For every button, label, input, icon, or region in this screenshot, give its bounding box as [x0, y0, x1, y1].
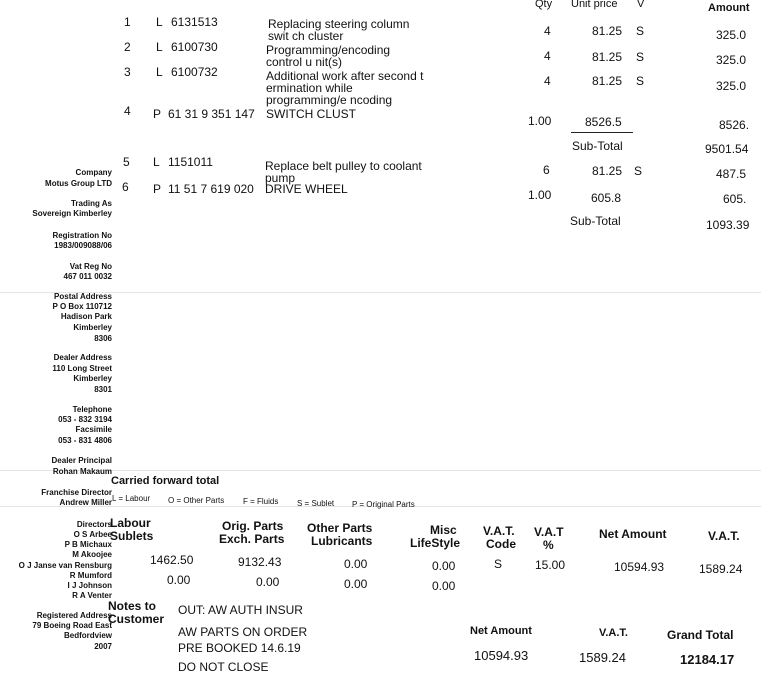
franchise-director-label: Franchise Director [41, 488, 112, 497]
line-amount: 8526. [719, 118, 750, 132]
subtotal-rule [571, 132, 633, 133]
line-code: 1151011 [168, 155, 213, 169]
line-type: P [153, 107, 162, 121]
note-line: DO NOT CLOSE [178, 660, 269, 674]
summary-net-amount-value: 10594.93 [614, 560, 665, 574]
director-name: O S Arbee [73, 530, 112, 539]
vat-reg-number: 467 011 0032 [63, 272, 112, 281]
line-type: L [156, 65, 163, 79]
registered-address-label: Registered Address [36, 611, 112, 620]
legend-original-parts: P = Original Parts [352, 500, 415, 509]
vat-reg-label: Vat Reg No [69, 262, 112, 271]
summary-vat-code-value: S [494, 557, 503, 571]
trading-label: Trading As [70, 199, 112, 208]
line-vat-flag: S [636, 74, 645, 88]
line-unit-price: 81.25 [592, 74, 623, 88]
registered-address-line: 79 Boeing Road East [32, 621, 112, 630]
telephone-label: Telephone [72, 405, 112, 414]
summary-labour-value: 1462.50 [150, 553, 194, 567]
summary-header-lubricants: Lubricants [311, 534, 373, 548]
line-unit-price: 81.25 [592, 24, 623, 38]
line-code: 61 31 9 351 147 [168, 107, 255, 121]
line-number: 4 [124, 104, 131, 118]
carried-forward-label: Carried forward total [111, 475, 220, 487]
line-type: P [153, 182, 162, 196]
vat-total: 1589.24 [579, 650, 626, 665]
line-code: 11 51 7 619 020 [168, 182, 254, 196]
facsimile-number: 053 - 831 4806 [58, 436, 112, 445]
amount-header: Amount [708, 2, 750, 14]
line-vat-flag: S [634, 164, 643, 178]
summary-header-vat-code: V.A.T. [483, 524, 515, 538]
customer-label: Customer [108, 612, 165, 626]
summary-vat-value: 1589.24 [699, 562, 743, 576]
subtotal-value: 9501.54 [705, 142, 749, 156]
franchise-director-name: Andrew Miller [59, 498, 112, 507]
facsimile-label: Facsimile [75, 425, 112, 434]
net-amount-label: Net Amount [470, 625, 532, 637]
summary-header-vat: V.A.T. [708, 529, 740, 543]
legend-labour: L = Labour [112, 494, 151, 503]
summary-vat-pct-value: 15.00 [535, 558, 566, 572]
line-type: L [153, 155, 160, 169]
postal-address-line: Kimberley [73, 323, 112, 332]
summary-header-other-parts: Other Parts [307, 521, 373, 535]
line-description: SWITCH CLUST [266, 107, 356, 121]
legend-sublet: S = Sublet [297, 499, 335, 508]
director-name: O J Janse van Rensburg [18, 561, 112, 570]
unit-price-header: Unit price [571, 0, 618, 10]
line-number: 5 [123, 155, 130, 169]
qty-header: Qty [535, 0, 553, 10]
line-qty: 6 [543, 163, 550, 177]
summary-header-orig-parts: Orig. Parts [222, 519, 284, 533]
summary-header-net-amount: Net Amount [599, 527, 667, 541]
line-amount: 605. [723, 192, 747, 206]
v-header: V [637, 0, 645, 10]
line-code: 6100730 [171, 40, 218, 54]
line-vat-flag: S [636, 24, 645, 38]
summary-header-exch-parts: Exch. Parts [219, 532, 285, 546]
legend-other-parts: O = Other Parts [168, 496, 225, 505]
director-name: M Akoojee [72, 550, 112, 559]
line-unit-price: 81.25 [592, 164, 623, 178]
line-unit-price: 81.25 [592, 50, 623, 64]
line-qty: 4 [544, 24, 551, 38]
director-name: I J Johnson [67, 581, 112, 590]
dealer-address-label: Dealer Address [53, 353, 112, 362]
line-qty: 4 [544, 49, 551, 63]
line-amount: 325.0 [716, 28, 747, 42]
net-amount-total: 10594.93 [474, 648, 529, 663]
telephone-number: 053 - 832 3194 [58, 415, 112, 424]
scan-artifact [0, 292, 761, 293]
line-code: 6131513 [171, 15, 218, 29]
summary-misc-value: 0.00 [432, 579, 456, 593]
line-qty: 4 [544, 74, 551, 88]
line-description: Replace belt pulley to coolant pump [265, 159, 422, 185]
line-description: Replacing steering column swit ch cluster [268, 17, 410, 43]
line-number: 1 [124, 15, 131, 29]
summary-orig-parts-value: 0.00 [256, 575, 280, 589]
note-line: OUT: AW AUTH INSUR [178, 603, 303, 617]
line-amount: 325.0 [716, 53, 747, 67]
line-number: 6 [122, 180, 129, 194]
registered-address-line: 2007 [94, 642, 112, 651]
trading-name: Sovereign Kimberley [32, 209, 112, 218]
postal-address-label: Postal Address [54, 292, 112, 301]
note-line: AW PARTS ON ORDER [178, 625, 308, 639]
registration-label: Registration No [52, 231, 112, 240]
company-name: Motus Group LTD [45, 179, 112, 188]
summary-header-labour: Labour [110, 516, 151, 530]
line-description: Programming/encoding control u nit(s) [266, 43, 391, 69]
line-amount: 487.5 [716, 167, 747, 181]
summary-other-parts-value: 0.00 [344, 577, 368, 591]
summary-header-vat-pct: V.A.T [534, 525, 564, 539]
line-description: Additional work after second t ermination while programming/e ncoding [266, 69, 424, 107]
line-qty: 1.00 [528, 114, 552, 128]
director-name: P B Michaux [64, 540, 112, 549]
registration-number: 1983/009088/06 [54, 241, 112, 250]
dealer-address-line: Kimberley [73, 374, 112, 383]
line-type: L [156, 15, 163, 29]
line-code: 6100732 [171, 65, 218, 79]
grand-total-value: 12184.17 [680, 652, 735, 667]
summary-header-lifestyle: LifeStyle [410, 536, 461, 550]
summary-header-pct: % [543, 538, 554, 552]
summary-header-code: Code [486, 537, 516, 551]
line-qty: 1.00 [528, 188, 552, 202]
summary-misc-value: 0.00 [432, 559, 456, 573]
notes-label: Notes to [108, 599, 156, 613]
line-unit-price: 605.8 [591, 191, 622, 205]
line-description: DRIVE WHEEL [265, 182, 348, 196]
postal-address-line: P O Box 110712 [52, 302, 112, 311]
dealer-principal-label: Dealer Principal [51, 456, 112, 465]
line-unit-price: 8526.5 [585, 115, 622, 129]
dealer-address-line: 8301 [94, 385, 112, 394]
line-vat-flag: S [636, 50, 645, 64]
summary-labour-value: 0.00 [167, 573, 191, 587]
dealer-address-line: 110 Long Street [52, 364, 112, 373]
summary-header-sublets: Sublets [110, 529, 154, 543]
summary-header-misc: Misc [430, 523, 457, 537]
line-number: 3 [124, 65, 131, 79]
vat-total-label: V.A.T. [599, 627, 628, 639]
line-number: 2 [124, 40, 131, 54]
postal-address-line: 8306 [94, 334, 112, 343]
company-label: Company [75, 168, 112, 177]
directors-label: Directors [76, 520, 112, 529]
line-type: L [156, 40, 163, 54]
postal-address-line: Hadison Park [60, 312, 112, 321]
director-name: R Mumford [69, 571, 112, 580]
registered-address-line: Bedfordview [63, 631, 112, 640]
subtotal-label: Sub-Total [572, 139, 623, 153]
scan-artifact [0, 470, 761, 471]
legend-fluids: F = Fluids [243, 497, 279, 506]
subtotal-value: 1093.39 [706, 218, 750, 232]
line-amount: 325.0 [716, 79, 747, 93]
grand-total-label: Grand Total [667, 628, 734, 642]
director-name: R A Venter [72, 591, 112, 600]
dealer-principal-name: Rohan Makaum [52, 467, 112, 476]
summary-orig-parts-value: 9132.43 [238, 555, 282, 569]
summary-other-parts-value: 0.00 [344, 557, 368, 571]
note-line: PRE BOOKED 14.6.19 [178, 641, 301, 655]
subtotal-label: Sub-Total [570, 214, 621, 228]
